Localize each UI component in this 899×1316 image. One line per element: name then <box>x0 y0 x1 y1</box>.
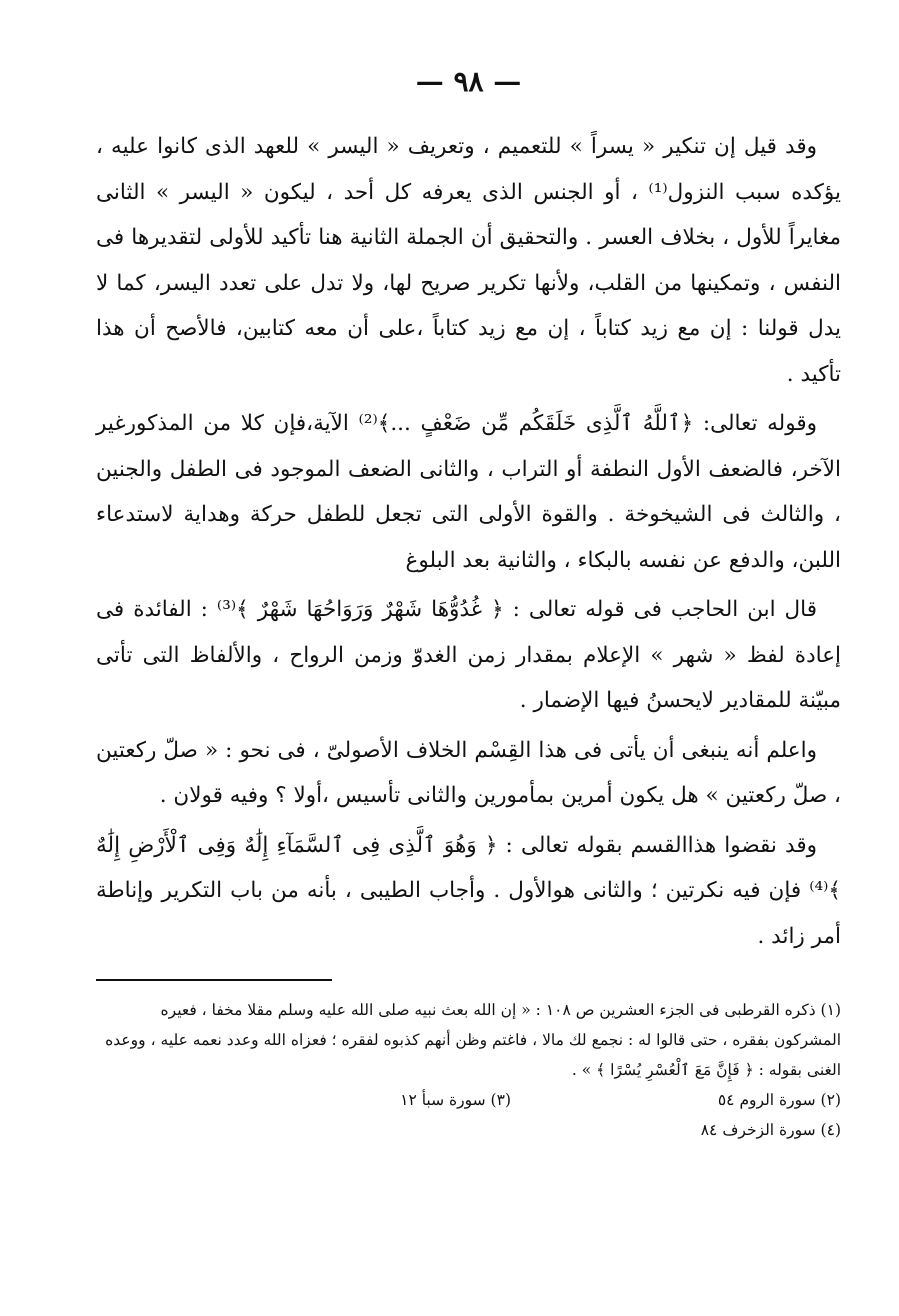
page-number: — ٩٨ — <box>415 65 522 98</box>
footnote-divider <box>96 979 332 981</box>
footnote-row <box>96 1085 841 1115</box>
footnote-1: (١) ذكره القرطبى فى الجزء العشرين ص ١٠٨ : « إن الله بعث نبيه صلى الله عليه وسلم مقلا مخفا ، فعيره المشركون بفقره ، حتى قالوا له : نجمع لك مالا ، فاغتم وظن أنهم كذبوه لفقره ؛ فعزاه الله وعدد نعمه عليه ، ووعده الغنى بقوله : ﴿ فَإِنَّ مَعَ ٱلْعُسْرِ يُسْرًا ﴾ » . <box>105 1001 841 1079</box>
footnotes <box>96 995 841 1145</box>
body-text <box>96 124 841 959</box>
footnote-4: (٤) سورة الزخرف ٨٤ <box>700 1121 841 1139</box>
footnote-2: (٢) سورة الروم ٥٤ <box>717 1091 841 1109</box>
paragraph-1: وقد قيل إن تنكير « يسراً » للتعميم ، وتعريف « اليسر » للعهد الذى كانوا عليه ، يؤكده سبب النزول⁽¹⁾ ، أو الجنس الذى يعرفه كل أحد ، ليكون « اليسر » الثانى مغايراً للأول ، بخلاف العسر . والتحقيق أن الجملة الثانية هنا تأكيد للأولى لتقديرها فى النفس ، وتمكينها من القلب، ولأنها تكرير صريح لها، ولا تدل على تعدد اليسر، كما لا يدل قولنا : إن مع زيد كتاباً ، إن مع زيد كتاباً ،على أن معه كتابين، فالأصح أن هذا تأكيد . <box>96 134 841 387</box>
paragraph-2: وقوله تعالى: ﴿ٱللَّهُ ٱلَّذِى خَلَقَكُم مِّن ضَعْفٍ ...﴾⁽²⁾ الآية،فإن كلا من المذكورغير الآخر، فالضعف الأول النطفة أو التراب ، والثانى الضعف الموجود فى الطفل والجنين ، والثالث فى الشيخوخة . والقوة الأولى التى تجعل للطفل حركة وهداية لاستدعاء اللبن، والدفع عن نفسه بالبكاء ، والثانية بعد البلوغ <box>96 411 841 573</box>
paragraph-5: وقد نقضوا هذاالقسم بقوله تعالى : ﴿ وَهُوَ ٱلَّذِى فِى ٱلسَّمَآءِ إِلَٰهٌ وَفِى ٱلْأَرْضِ إِلَٰهٌ ﴾⁽⁴⁾ فإن فيه نكرتين ؛ والثانى هوالأول . وأجاب الطيبى ، بأنه من باب التكرير وإناطة أمر زائد . <box>96 832 841 949</box>
footnote-3: (٣) سورة سبأ ١٢ <box>400 1091 511 1109</box>
paragraph-3: قال ابن الحاجب فى قوله تعالى : ﴿ غُدُوُّهَا شَهْرٌ وَرَوَاحُهَا شَهْرٌ ﴾⁽³⁾ : الفائدة فى إعادة لفظ « شهر » الإعلام بمقدار زمن الغدوّ وزمن الرواح ، والألفاظ التى تأتى مبيّنة للمقادير لايحسنُ فيها الإضمار . <box>96 597 841 713</box>
paragraph-4: واعلم أنه ينبغى أن يأتى فى هذا القِسْم الخلاف الأصولىّ ، فى نحو : « صلّ ركعتين ، صلّ ركعتين » هل يكون أمرين بمأمورين والثانى تأسيس ،أولا ؟ وفيه قولان . <box>96 737 841 808</box>
